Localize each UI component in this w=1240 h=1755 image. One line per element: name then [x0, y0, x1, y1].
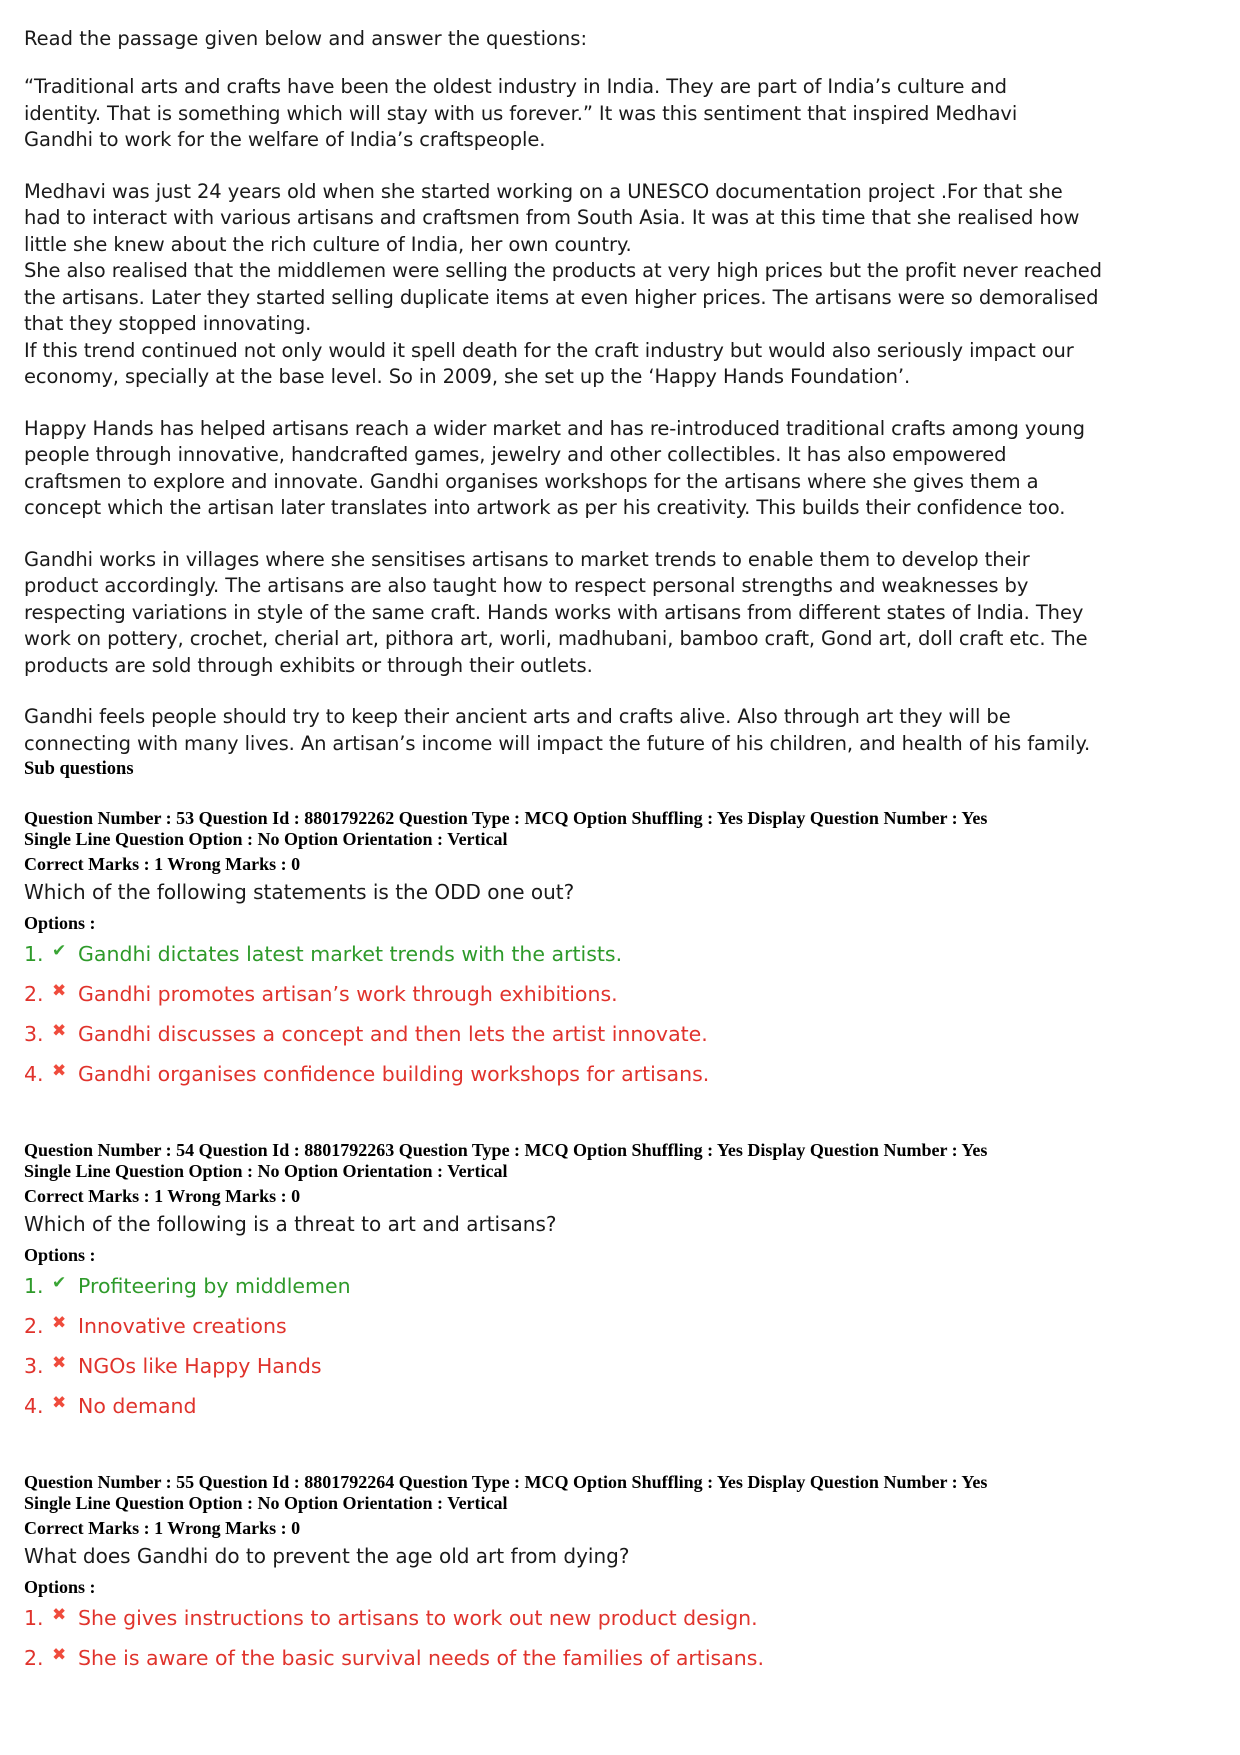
cross-icon: ✖: [52, 1061, 67, 1081]
option-item[interactable]: [24, 980, 1220, 1020]
question-meta-line: Question Number : 53 Question Id : 8801792262 Question Type : MCQ Option Shuffling : Yes Display Question Number : Yes: [24, 808, 988, 828]
passage-line: product accordingly. The artisans are also taught how to respect personal strengths and weaknesses by: [24, 574, 1029, 597]
option-item[interactable]: [24, 1604, 1220, 1644]
option-item[interactable]: [24, 940, 1220, 980]
passage-paragraph: [24, 704, 1220, 757]
option-item[interactable]: [24, 1352, 1220, 1392]
passage-instruction: Read the passage given below and answer the questions:: [24, 27, 588, 50]
option-item[interactable]: [24, 1644, 1220, 1684]
option-item[interactable]: [24, 1312, 1220, 1352]
question-meta-line: Single Line Question Option : No Option Orientation : Vertical: [24, 1493, 508, 1513]
passage-line: concept which the artisan later translates into artwork as per his creativity. This builds their confidence too.: [24, 496, 1066, 519]
option-text: Profiteering by middlemen: [78, 1274, 351, 1298]
option-number: 1.: [24, 942, 44, 966]
option-item[interactable]: [24, 1272, 1220, 1312]
option-number: 2.: [24, 1646, 44, 1670]
passage-line: She also realised that the middlemen were selling the products at very high prices but the profit never reached: [24, 259, 1102, 282]
option-item[interactable]: [24, 1392, 1220, 1432]
option-number: 2.: [24, 1314, 44, 1338]
passage-paragraph: [24, 547, 1220, 680]
option-text: NGOs like Happy Hands: [78, 1354, 322, 1378]
question-marks: Correct Marks : 1 Wrong Marks : 0: [24, 854, 301, 874]
question-meta: [24, 808, 1220, 850]
passage-line: identity. That is something which will stay with us forever.” It was this sentiment that inspired Medhavi: [24, 101, 1018, 125]
question-block: [24, 1472, 1220, 1684]
passage-line: Gandhi to work for the welfare of India’s craftspeople.: [24, 128, 546, 151]
cross-icon: ✖: [52, 1605, 67, 1625]
option-text: Gandhi discusses a concept and then lets the artist innovate.: [78, 1022, 708, 1046]
option-text: She gives instructions to artisans to work out new product design.: [78, 1606, 758, 1630]
option-number: 4.: [24, 1062, 44, 1086]
passage-line: Gandhi works in villages where she sensitises artisans to market trends to enable them to develop their: [24, 547, 1030, 571]
passage-line: had to interact with various artisans and craftsmen from South Asia. It was at this time that she realised how: [24, 206, 1080, 229]
options-list: [24, 1604, 1220, 1684]
options-label: Options :: [24, 1577, 96, 1597]
option-item[interactable]: [24, 1020, 1220, 1060]
passage-line: the artisans. Later they started selling duplicate items at even higher prices. The artisans were so demoralised: [24, 285, 1099, 309]
question-meta-line: Single Line Question Option : No Option Orientation : Vertical: [24, 829, 508, 849]
option-text: Gandhi dictates latest market trends with the artists.: [78, 942, 623, 966]
passage-paragraph: [24, 416, 1220, 522]
question-paper-page: [24, 26, 1220, 1724]
question-marks: Correct Marks : 1 Wrong Marks : 0: [24, 1186, 301, 1206]
option-number: 1.: [24, 1274, 44, 1298]
passage-line: products are sold through exhibits or through their outlets.: [24, 653, 593, 677]
question-text: Which of the following is a threat to art and artisans?: [24, 1212, 557, 1236]
cross-icon: ✖: [52, 1353, 67, 1373]
options-list: [24, 1272, 1220, 1432]
passage-line: “Traditional arts and crafts have been the oldest industry in India. They are part of India’s culture and: [24, 75, 1007, 98]
check-icon: ✔: [52, 1273, 67, 1293]
options-list: [24, 940, 1220, 1100]
option-text: She is aware of the basic survival needs of the families of artisans.: [78, 1646, 764, 1670]
question-text: Which of the following statements is the ODD one out?: [24, 880, 575, 904]
question-block: [24, 1140, 1220, 1432]
question-meta-line: Question Number : 55 Question Id : 8801792264 Question Type : MCQ Option Shuffling : Yes Display Question Number : Yes: [24, 1472, 988, 1492]
passage-line: Medhavi was just 24 years old when she started working on a UNESCO documentation project .For that she: [24, 179, 1063, 203]
question-marks: Correct Marks : 1 Wrong Marks : 0: [24, 1518, 301, 1538]
passage-paragraph: [24, 179, 1220, 391]
option-text: Gandhi promotes artisan’s work through exhibitions.: [78, 982, 618, 1006]
passage-paragraph: [24, 74, 1220, 154]
option-number: 3.: [24, 1022, 44, 1046]
option-number: 4.: [24, 1394, 44, 1418]
passage-line: respecting variations in style of the same craft. Hands works with artisans from different states of India. They: [24, 600, 1084, 624]
cross-icon: ✖: [52, 981, 67, 1001]
passage-line: If this trend continued not only would it spell death for the craft industry but would also seriously impact our: [24, 338, 1074, 362]
option-number: 3.: [24, 1354, 44, 1378]
passage-line: Gandhi feels people should try to keep their ancient arts and crafts alive. Also through art they will be: [24, 705, 1011, 728]
passage-line: people through innovative, handcrafted games, jewelry and other collectibles. It has also empowered: [24, 443, 1007, 466]
question-block: [24, 808, 1220, 1100]
passage: [24, 74, 1220, 757]
options-label: Options :: [24, 1245, 96, 1265]
options-label: Options :: [24, 913, 96, 933]
option-text: Innovative creations: [78, 1314, 287, 1338]
passage-line: work on pottery, crochet, cherial art, pithora art, worli, madhubani, bamboo craft, Gond art, doll craft etc. The: [24, 627, 1088, 650]
passage-line: that they stopped innovating.: [24, 312, 312, 335]
passage-line: craftsmen to explore and innovate. Gandhi organises workshops for the artisans where she gives them a: [24, 469, 1039, 493]
passage-line: connecting with many lives. An artisan’s income will impact the future of his children, and health of his family.: [24, 731, 1091, 755]
sub-questions-heading: Sub questions: [24, 759, 134, 779]
option-item[interactable]: [24, 1060, 1220, 1100]
cross-icon: ✖: [52, 1393, 67, 1413]
option-text: Gandhi organises confidence building workshops for artisans.: [78, 1062, 710, 1086]
option-number: 2.: [24, 982, 44, 1006]
passage-line: little she knew about the rich culture of India, her own country.: [24, 232, 632, 256]
question-meta: [24, 1140, 1220, 1182]
question-meta: [24, 1472, 1220, 1514]
option-text: No demand: [78, 1394, 197, 1418]
passage-line: economy, specially at the base level. So in 2009, she set up the ‘Happy Hands Foundation’.: [24, 365, 911, 388]
cross-icon: ✖: [52, 1021, 67, 1041]
question-meta-line: Single Line Question Option : No Option Orientation : Vertical: [24, 1161, 508, 1181]
cross-icon: ✖: [52, 1645, 67, 1665]
question-text: What does Gandhi do to prevent the age old art from dying?: [24, 1544, 630, 1568]
option-number: 1.: [24, 1606, 44, 1630]
question-meta-line: Question Number : 54 Question Id : 8801792263 Question Type : MCQ Option Shuffling : Yes Display Question Number : Yes: [24, 1140, 988, 1160]
cross-icon: ✖: [52, 1313, 67, 1333]
check-icon: ✔: [52, 941, 67, 961]
passage-line: Happy Hands has helped artisans reach a wider market and has re-introduced traditional crafts among young: [24, 416, 1085, 440]
